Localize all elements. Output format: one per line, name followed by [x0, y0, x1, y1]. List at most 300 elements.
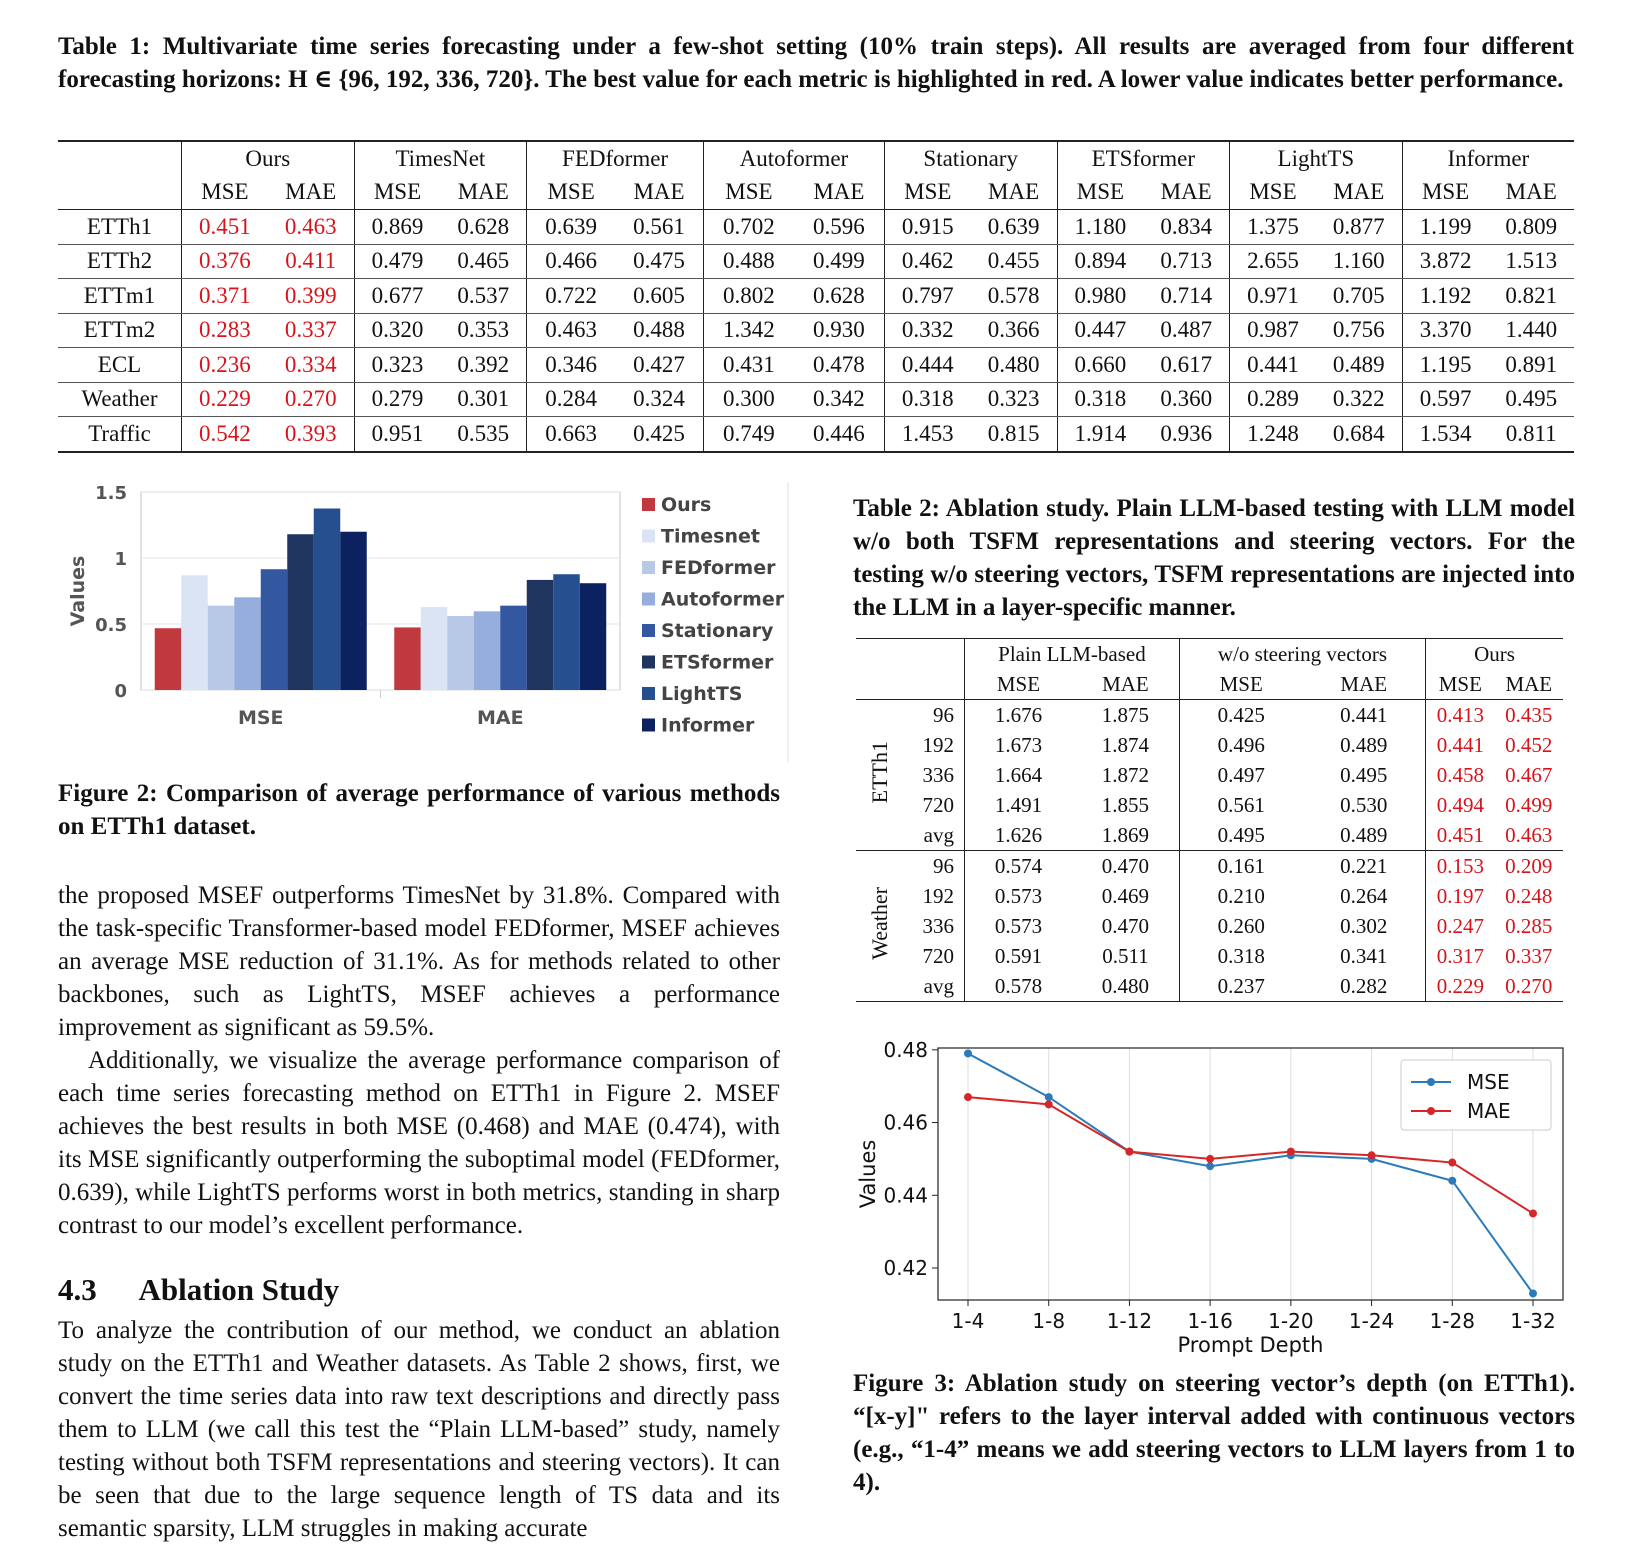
- table2-value-cell: 1.855: [1101, 792, 1150, 817]
- table1-metric-header: MSE: [1057, 176, 1143, 210]
- data-point: [964, 1093, 972, 1101]
- table1-value-cell: 1.199: [1402, 210, 1488, 245]
- table1-value-cell: 1.440: [1488, 313, 1574, 348]
- table1-value-cell: 0.444: [884, 348, 970, 383]
- table1-value-cell: 3.872: [1402, 244, 1488, 279]
- table1-dataset-cell: ETTm1: [58, 279, 182, 314]
- table2-value-cell: 0.318: [1179, 941, 1302, 971]
- table2-value-cell: 0.161: [1179, 851, 1302, 882]
- table1-value-cell: 0.684: [1316, 417, 1402, 452]
- table2-value-cell: 0.451: [1426, 820, 1495, 851]
- table2-value-cell: 0.573: [965, 911, 1072, 941]
- table1-value-cell: 0.462: [884, 244, 970, 279]
- table1-row: [58, 244, 1574, 279]
- x-tick-label: 1-16: [1187, 1309, 1233, 1333]
- table1-metric-header: MAE: [971, 176, 1057, 210]
- table1-dataset-cell: ETTh1: [58, 210, 182, 245]
- table2-value-cell: 0.441: [1426, 730, 1495, 760]
- table1-method-header: Informer: [1402, 141, 1574, 176]
- data-point: [1448, 1177, 1456, 1185]
- table1-value-cell: 0.809: [1488, 210, 1574, 245]
- legend-swatch: [642, 498, 655, 511]
- y-tick-label: 1.5: [95, 483, 127, 504]
- x-tick-label: 1-4: [951, 1309, 985, 1333]
- table1-dataset-cell: Weather: [58, 382, 182, 417]
- table2-metric-header: MSE: [1426, 669, 1495, 700]
- table1-metric-header: MAE: [1488, 176, 1574, 210]
- y-tick-label: 0.46: [883, 1110, 928, 1135]
- table2-value-cell: 0.302: [1340, 913, 1388, 938]
- table2-value-cell: 0.264: [1340, 883, 1388, 908]
- table1-value-cell: 0.283: [182, 313, 268, 348]
- table2-metric-header: MAE: [1072, 669, 1179, 700]
- legend-label: MAE: [1467, 1099, 1511, 1123]
- section-number: 4.3: [58, 1272, 97, 1307]
- table1-value-cell: 0.639: [971, 210, 1057, 245]
- table2-value-cell: 0.270: [1495, 971, 1563, 1002]
- table1-value-cell: 0.376: [182, 244, 268, 279]
- y-tick-label: 0: [114, 681, 127, 702]
- table1-value-cell: 0.475: [615, 244, 703, 279]
- table1-value-cell: 1.534: [1402, 417, 1488, 452]
- table1-value-cell: 2.655: [1230, 244, 1316, 279]
- section-heading: [58, 1272, 780, 1308]
- x-tick-label: MAE: [476, 707, 524, 729]
- table2-value-cell: 1.491: [965, 790, 1072, 820]
- table1-metric-header: MAE: [268, 176, 354, 210]
- bar: [447, 616, 474, 690]
- table2-value-cell: 0.209: [1505, 853, 1553, 878]
- table1-row: [58, 382, 1574, 417]
- table2-value-cell: 0.435: [1505, 702, 1553, 727]
- table1: [58, 140, 1574, 453]
- table2-corner-cell: [856, 669, 904, 700]
- x-tick-label: 1-20: [1268, 1309, 1314, 1333]
- table1-value-cell: 0.324: [615, 382, 703, 417]
- table1-value-cell: 0.639: [527, 210, 615, 245]
- figure2-caption: Figure 2: Comparison of average performance of various methods on ETTh1 dataset.: [58, 780, 780, 840]
- legend-marker: [1427, 1107, 1435, 1115]
- table1-value-cell: 0.617: [1143, 348, 1229, 383]
- table2-value-cell: 0.578: [965, 971, 1072, 1002]
- body-paragraph-1: the proposed MSEF outperforms TimesNet by 31.8%. Compared with the task-specific Transformer-based model FEDformer, MSEF achieves an average MSE reduction of 31.1%. As for methods related to other backbones, such as LightTS, MSEF achieves a performance improvement as significant as 59.5%.: [58, 882, 780, 1041]
- bar: [181, 575, 208, 690]
- table2-value-cell: 0.489: [1340, 732, 1388, 757]
- table1-value-cell: 0.323: [971, 382, 1057, 417]
- table2-value-cell: 0.470: [1101, 913, 1150, 938]
- table1-metric-header: MSE: [527, 176, 615, 210]
- legend-label: ETSformer: [661, 651, 774, 674]
- table1-value-cell: 0.971: [1230, 279, 1316, 314]
- table1-value-cell: 0.431: [703, 348, 793, 383]
- table1-method-header: Autoformer: [703, 141, 884, 176]
- table1-value-cell: 1.195: [1402, 348, 1488, 383]
- legend-marker: [1427, 1078, 1435, 1086]
- bar: [474, 611, 501, 690]
- table1-value-cell: 0.877: [1316, 210, 1402, 245]
- table1-value-cell: 0.663: [527, 417, 615, 452]
- table1-method-header-row: [58, 141, 1574, 176]
- table2-row: [856, 790, 1563, 820]
- table1-method-header: LightTS: [1230, 141, 1403, 176]
- table1-value-cell: 1.160: [1316, 244, 1402, 279]
- table1-value-cell: 0.301: [440, 382, 526, 417]
- table1-value-cell: 1.914: [1057, 417, 1143, 452]
- legend-swatch: [642, 561, 655, 574]
- table1-dataset-cell: Traffic: [58, 417, 182, 452]
- table1-value-cell: 0.815: [971, 417, 1057, 452]
- legend-label: Autoformer: [661, 588, 785, 611]
- table2-group-header: Plain LLM-based: [965, 639, 1180, 670]
- table2-value-cell: 0.341: [1340, 943, 1388, 968]
- table1-value-cell: 0.891: [1488, 348, 1574, 383]
- table1-value-cell: 0.488: [703, 244, 793, 279]
- data-point: [1287, 1148, 1295, 1156]
- table1-metric-header: MAE: [615, 176, 703, 210]
- data-point: [1125, 1148, 1133, 1156]
- table2-value-cell: 0.530: [1340, 792, 1388, 817]
- data-point: [1529, 1209, 1537, 1217]
- table1-value-cell: 0.869: [354, 210, 440, 245]
- x-axis-label: Prompt Depth: [1177, 1333, 1324, 1357]
- table1-value-cell: 0.578: [971, 279, 1057, 314]
- table2-row: [856, 820, 1563, 851]
- table1-value-cell: 0.342: [794, 382, 885, 417]
- table2-value-cell: 0.470: [1101, 853, 1150, 878]
- table1-value-cell: 0.722: [527, 279, 615, 314]
- table1-value-cell: 0.411: [268, 244, 354, 279]
- bar: [553, 574, 580, 690]
- table1-value-cell: 0.392: [440, 348, 526, 383]
- table2-metric-header: MSE: [965, 669, 1072, 700]
- table2-metric-header-row: [856, 669, 1563, 700]
- table2-value-cell: 0.425: [1179, 700, 1302, 731]
- table1-value-cell: 1.375: [1230, 210, 1316, 245]
- bar: [234, 597, 261, 690]
- table2-value-cell: 1.673: [965, 730, 1072, 760]
- table1-value-cell: 0.660: [1057, 348, 1143, 383]
- table2-horizon-cell: 192: [922, 732, 954, 757]
- legend-swatch: [642, 624, 655, 637]
- legend-label: FEDformer: [661, 557, 776, 579]
- y-axis-label: Values: [856, 1139, 880, 1209]
- table2-horizon-cell: 720: [922, 792, 954, 817]
- table1-value-cell: 0.537: [440, 279, 526, 314]
- table2-horizon-cell: 336: [922, 913, 954, 938]
- bar: [527, 580, 554, 690]
- table1-value-cell: 0.332: [884, 313, 970, 348]
- table2-corner-cell: [856, 639, 904, 670]
- table2-value-cell: 0.499: [1505, 792, 1553, 817]
- table1-dataset-cell: ETTm2: [58, 313, 182, 348]
- table1-value-cell: 0.980: [1057, 279, 1143, 314]
- table2-value-cell: 0.413: [1426, 700, 1495, 731]
- table2-value-cell: 0.573: [965, 881, 1072, 911]
- table2-row: [856, 941, 1563, 971]
- table2-value-cell: 1.869: [1072, 820, 1179, 851]
- y-tick-label: 0.44: [883, 1183, 928, 1208]
- bar: [394, 627, 421, 690]
- data-point: [1206, 1155, 1214, 1163]
- table1-value-cell: 0.894: [1057, 244, 1143, 279]
- data-point: [1448, 1159, 1456, 1167]
- table2-value-cell: 0.452: [1505, 732, 1553, 757]
- legend-label: Informer: [661, 714, 755, 737]
- y-tick-label: 0.42: [883, 1256, 928, 1280]
- table2-value-cell: 0.467: [1505, 762, 1553, 787]
- table1-value-cell: 0.279: [354, 382, 440, 417]
- table1-value-cell: 0.702: [703, 210, 793, 245]
- legend-swatch: [642, 593, 655, 606]
- section-title: Ablation Study: [138, 1272, 340, 1307]
- table1-value-cell: 0.323: [354, 348, 440, 383]
- table2-value-cell: 0.591: [965, 941, 1072, 971]
- table1-value-cell: 0.714: [1143, 279, 1229, 314]
- table1-caption: Table 1: Multivariate time series forecasting under a few-shot setting (10% train steps). All results are averaged from four different forecasting horizons: H ∈ {96, 192, 336, 720}. The best value for each metric is highlighted in red. A lower value indicates better performance.: [58, 33, 1574, 93]
- legend-swatch: [642, 530, 655, 543]
- bar: [580, 583, 607, 690]
- table2-group-header: w/o steering vectors: [1179, 639, 1425, 670]
- table1-value-cell: 0.284: [527, 382, 615, 417]
- table2-value-cell: 0.197: [1426, 881, 1495, 911]
- table1-value-cell: 0.713: [1143, 244, 1229, 279]
- table2-value-cell: 1.874: [1101, 732, 1150, 757]
- table1-value-cell: 0.446: [794, 417, 885, 452]
- table1-value-cell: 0.987: [1230, 313, 1316, 348]
- table2-metric-header: MAE: [1495, 669, 1563, 700]
- table1-method-header: FEDformer: [527, 141, 704, 176]
- table1-value-cell: 0.427: [615, 348, 703, 383]
- table2-value-cell: 0.458: [1426, 760, 1495, 790]
- table2-dataset-label: Weather: [867, 886, 892, 960]
- table1-method-header: Ours: [182, 141, 355, 176]
- bar: [155, 628, 182, 690]
- table1-value-cell: 0.371: [182, 279, 268, 314]
- table2-row: [856, 700, 1563, 731]
- table1-value-cell: 0.821: [1488, 279, 1574, 314]
- y-tick-label: 0.48: [883, 1037, 928, 1062]
- table2-corner-cell: [904, 639, 965, 670]
- table1-value-cell: 0.366: [971, 313, 1057, 348]
- table2-value-cell: 0.153: [1426, 851, 1495, 882]
- table1-value-cell: 1.192: [1402, 279, 1488, 314]
- table1-value-cell: 0.463: [268, 210, 354, 245]
- table1-metric-header: MAE: [1143, 176, 1229, 210]
- table2-dataset-label: ETTh1: [867, 740, 892, 804]
- table1-metric-header: MSE: [1402, 176, 1488, 210]
- table1-value-cell: 1.342: [703, 313, 793, 348]
- table2-value-cell: 0.574: [965, 851, 1072, 882]
- table1-value-cell: 0.479: [354, 244, 440, 279]
- y-tick-label: 0.5: [95, 615, 127, 636]
- table1-value-cell: 0.489: [1316, 348, 1402, 383]
- table2-value-cell: 0.463: [1495, 820, 1563, 851]
- table1-value-cell: 0.677: [354, 279, 440, 314]
- table1-value-cell: 0.811: [1488, 417, 1574, 452]
- table2-metric-header: MAE: [1302, 669, 1425, 700]
- table1-value-cell: 0.334: [268, 348, 354, 383]
- table1-value-cell: 0.951: [354, 417, 440, 452]
- table2-horizon-cell: avg: [904, 820, 965, 851]
- table1-row: [58, 279, 1574, 314]
- table1-value-cell: 0.628: [794, 279, 885, 314]
- bar: [261, 569, 288, 690]
- table2-value-cell: 1.676: [965, 700, 1072, 731]
- table2-value-cell: 0.248: [1505, 883, 1553, 908]
- figure3-line-chart: [853, 1030, 1575, 1360]
- table1-value-cell: 0.441: [1230, 348, 1316, 383]
- bar: [340, 532, 367, 690]
- table1-value-cell: 0.320: [354, 313, 440, 348]
- table1-metric-header: MSE: [884, 176, 970, 210]
- table1-value-cell: 0.488: [615, 313, 703, 348]
- table2-value-cell: 0.317: [1426, 941, 1495, 971]
- table2-horizon-cell: 96: [933, 853, 954, 878]
- y-tick-label: 1: [114, 549, 127, 570]
- table2-value-cell: 1.872: [1101, 762, 1150, 787]
- table1-corner-cell: [58, 176, 182, 210]
- bar: [314, 509, 341, 691]
- table1-value-cell: 0.229: [182, 382, 268, 417]
- table1-value-cell: 0.425: [615, 417, 703, 452]
- table2-value-cell: 0.210: [1179, 881, 1302, 911]
- table1-method-header: ETSformer: [1057, 141, 1230, 176]
- table1-corner-cell: [58, 141, 182, 176]
- table2-value-cell: 0.561: [1179, 790, 1302, 820]
- table1-value-cell: 1.513: [1488, 244, 1574, 279]
- table2-row: [856, 911, 1563, 941]
- table2-row: [856, 851, 1563, 882]
- body-paragraph-3: To analyze the contribution of our method, we conduct an ablation study on the ETTh1 and Weather datasets. As Table 2 shows, first, we convert the time series data into raw text descriptions and directly pass them to LLM (we call this test the “Plain LLM-based” study, namely testing without both TSFM representations and steering vectors). It can be seen that due to the large sequence length of TS data and its semantic sparsity, LLM struggles in making accurate: [58, 1317, 780, 1542]
- table2-value-cell: 1.626: [965, 820, 1072, 851]
- x-tick-label: 1-32: [1510, 1309, 1556, 1333]
- table1-value-cell: 0.337: [268, 313, 354, 348]
- bar: [500, 606, 527, 690]
- table2-metric-header: MSE: [1179, 669, 1302, 700]
- table1-metric-header: MAE: [794, 176, 885, 210]
- table1-method-header: TimesNet: [354, 141, 527, 176]
- figure3-caption: Figure 3: Ablation study on steering vector’s depth (on ETTh1). “[x-y]" refers to the layer interval added with continuous vectors (e.g., “1-4” means we add steering vectors to LLM layers from 1 to 4).: [853, 1370, 1575, 1496]
- table2-dataset-cell: [856, 700, 904, 851]
- table2-row: [856, 881, 1563, 911]
- table1-value-cell: 0.447: [1057, 313, 1143, 348]
- table1-value-cell: 1.248: [1230, 417, 1316, 452]
- table1-value-cell: 0.455: [971, 244, 1057, 279]
- table2: [856, 638, 1563, 1002]
- table1-method-header: Stationary: [884, 141, 1057, 176]
- table1-value-cell: 0.561: [615, 210, 703, 245]
- table1-value-cell: 0.322: [1316, 382, 1402, 417]
- table1-value-cell: 0.360: [1143, 382, 1229, 417]
- table2-row: [856, 971, 1563, 1002]
- table1-value-cell: 0.353: [440, 313, 526, 348]
- table1-value-cell: 0.487: [1143, 313, 1229, 348]
- table1-value-cell: 0.802: [703, 279, 793, 314]
- table1-value-cell: 0.499: [794, 244, 885, 279]
- table1-value-cell: 0.236: [182, 348, 268, 383]
- table2-value-cell: 0.229: [1426, 971, 1495, 1002]
- table1-metric-header-row: [58, 176, 1574, 210]
- data-point: [964, 1049, 972, 1057]
- table1-value-cell: 0.605: [615, 279, 703, 314]
- table2-value-cell: 0.496: [1179, 730, 1302, 760]
- table1-value-cell: 0.451: [182, 210, 268, 245]
- table2-value-cell: 0.511: [1102, 943, 1149, 968]
- table2-group-header: Ours: [1426, 639, 1563, 670]
- data-point: [1368, 1151, 1376, 1159]
- table1-value-cell: 0.466: [527, 244, 615, 279]
- y-axis-label: Values: [67, 555, 89, 627]
- table2-horizon-cell: 336: [922, 762, 954, 787]
- table1-value-cell: 0.399: [268, 279, 354, 314]
- table1-row: [58, 348, 1574, 383]
- table2-value-cell: 0.285: [1505, 913, 1553, 938]
- table1-value-cell: 0.346: [527, 348, 615, 383]
- bar: [421, 607, 448, 690]
- legend-label: MSE: [1467, 1070, 1510, 1094]
- table2-value-cell: 0.494: [1426, 790, 1495, 820]
- table1-metric-header: MSE: [354, 176, 440, 210]
- table1-metric-header: MSE: [703, 176, 793, 210]
- table2-value-cell: 0.221: [1340, 853, 1388, 878]
- data-point: [1529, 1289, 1537, 1297]
- table1-value-cell: 0.495: [1488, 382, 1574, 417]
- table2-value-cell: 0.260: [1179, 911, 1302, 941]
- table2-value-cell: 1.875: [1101, 702, 1150, 727]
- table1-metric-header: MSE: [182, 176, 268, 210]
- legend-label: Timesnet: [661, 525, 760, 548]
- table2-row: [856, 760, 1563, 790]
- table2-value-cell: 0.495: [1179, 820, 1302, 851]
- table2-value-cell: 0.247: [1426, 911, 1495, 941]
- table1-value-cell: 0.628: [440, 210, 526, 245]
- legend-label: LightTS: [661, 683, 743, 705]
- legend-swatch: [642, 656, 655, 669]
- table1-value-cell: 0.289: [1230, 382, 1316, 417]
- table2-value-cell: 0.337: [1505, 943, 1553, 968]
- table1-metric-header: MSE: [1230, 176, 1316, 210]
- table1-value-cell: 0.318: [884, 382, 970, 417]
- table1-value-cell: 0.480: [971, 348, 1057, 383]
- bar: [208, 606, 235, 690]
- data-point: [1045, 1093, 1053, 1101]
- x-tick-label: 1-24: [1348, 1309, 1395, 1333]
- table1-value-cell: 0.318: [1057, 382, 1143, 417]
- table1-value-cell: 0.535: [440, 417, 526, 452]
- table1-value-cell: 0.463: [527, 313, 615, 348]
- table1-dataset-cell: ECL: [58, 348, 182, 383]
- table2-horizon-cell: 96: [933, 702, 954, 727]
- table2-horizon-cell: 192: [922, 883, 954, 908]
- table1-row: [58, 417, 1574, 452]
- table1-value-cell: 1.453: [884, 417, 970, 452]
- figure2-bar-chart: [58, 483, 798, 774]
- table2-value-cell: 0.282: [1302, 971, 1425, 1002]
- table1-value-cell: 0.270: [268, 382, 354, 417]
- table1-value-cell: 0.597: [1402, 382, 1488, 417]
- table2-row: [856, 730, 1563, 760]
- table1-value-cell: 0.542: [182, 417, 268, 452]
- legend-label: Stationary: [661, 620, 774, 642]
- table2-group-header-row: [856, 639, 1563, 670]
- table1-value-cell: 0.749: [703, 417, 793, 452]
- table1-value-cell: 0.756: [1316, 313, 1402, 348]
- x-tick-label: 1-28: [1429, 1309, 1475, 1333]
- legend-swatch: [642, 719, 655, 732]
- table2-value-cell: 0.495: [1340, 762, 1388, 787]
- table1-value-cell: 3.370: [1402, 313, 1488, 348]
- table2-value-cell: 1.664: [965, 760, 1072, 790]
